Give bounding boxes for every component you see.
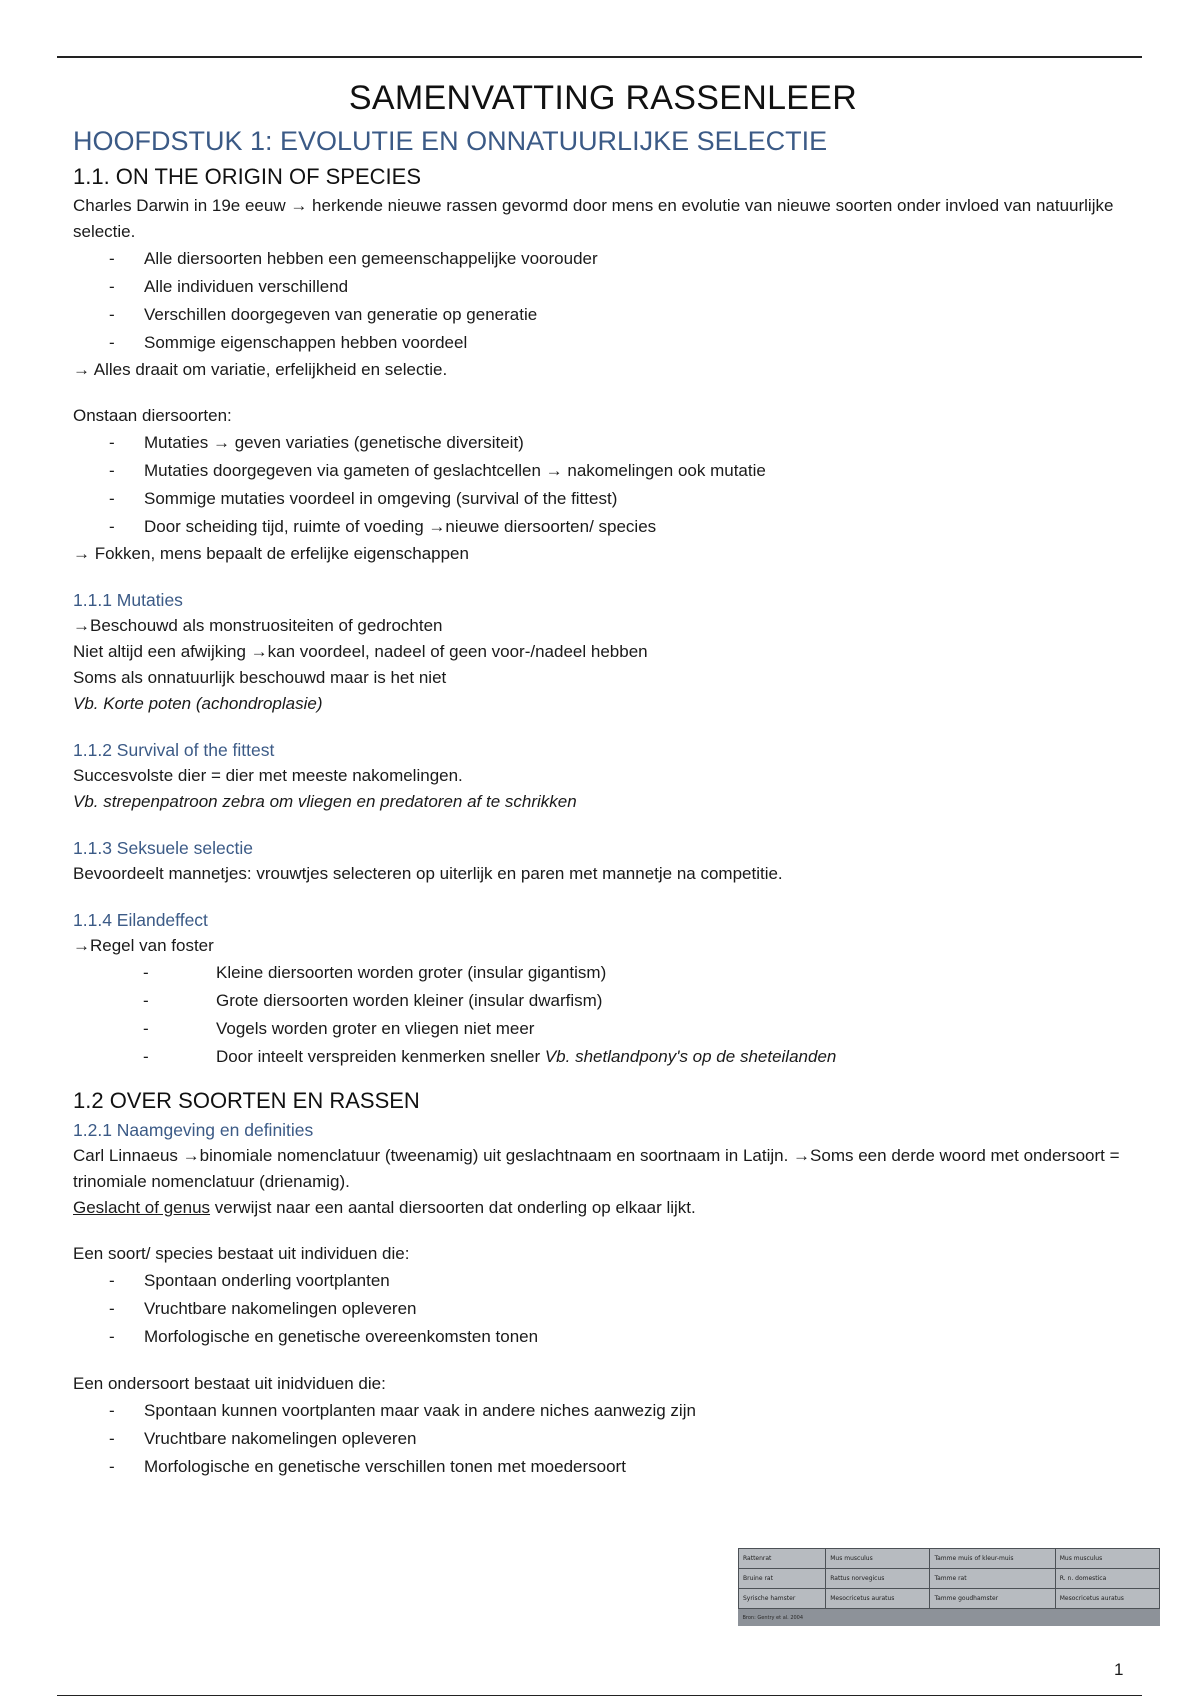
darwin-intro: Charles Darwin in 19e eeuw → herkende nieuwe rassen gevormd door mens en evolutie van nieuwe soorten onder invloed van natuurlijke selectie.: [73, 196, 1114, 241]
list-item: - Vogels worden groter en vliegen niet meer: [143, 1019, 535, 1038]
table-cell: R. n. domestica: [1055, 1569, 1159, 1589]
eilandeffect-intro: →Regel van foster: [73, 936, 214, 955]
mutaties-line: Niet altijd een afwijking →kan voordeel, nadeel of geen voor-/nadeel hebben: [73, 642, 648, 661]
list-item: - Door inteelt verspreiden kenmerken sneller Vb. shetlandpony's op de sheteilanden: [143, 1047, 837, 1066]
table-cell: Tamme goudhamster: [930, 1589, 1055, 1609]
document-title: SAMENVATTING RASSENLEER: [348, 79, 858, 117]
table-cell: Syrische hamster: [739, 1589, 826, 1609]
onstaan-label: Onstaan diersoorten:: [73, 406, 232, 425]
mutaties-example: Vb. Korte poten (achondroplasie): [73, 694, 323, 713]
list-item: - Vruchtbare nakomelingen opleveren: [109, 1429, 417, 1448]
list-item: - Verschillen doorgegeven van generatie op generatie: [109, 305, 538, 324]
list-item: - Alle diersoorten hebben een gemeenschappelijke voorouder: [109, 249, 598, 268]
list-item: - Door scheiding tijd, ruimte of voeding →nieuwe diersoorten/ species: [109, 517, 657, 536]
darwin-conclusion: → Alles draait om variatie, erfelijkheid en selectie.: [73, 360, 448, 379]
document-body: [73, 75, 1133, 1481]
subsection-heading-1-1-3: 1.1.3 Seksuele selectie: [73, 838, 253, 858]
subsection-heading-1-1-1: 1.1.1 Mutaties: [73, 590, 183, 610]
table-cell: Rattus norvegicus: [826, 1569, 930, 1589]
table-cell: Tamme rat: [930, 1569, 1055, 1589]
onstaan-points: [73, 429, 1133, 541]
subsection-heading-1-1-2: 1.1.2 Survival of the fittest: [73, 740, 275, 760]
ondersoort-points: [73, 1397, 1133, 1481]
ondersoort-label: Een ondersoort bestaat uit inidviduen die:: [73, 1374, 386, 1393]
soort-points: [73, 1267, 1133, 1351]
table-row: [739, 1589, 1160, 1609]
list-item: - Alle individuen verschillend: [109, 277, 349, 296]
list-item: - Vruchtbare nakomelingen opleveren: [109, 1299, 417, 1318]
table-cell: Mesocricetus auratus: [826, 1589, 930, 1609]
species-table-image: [738, 1548, 1160, 1626]
table-row: [739, 1569, 1160, 1589]
mutaties-line: →Beschouwd als monstruositeiten of gedrochten: [73, 616, 443, 635]
species-table: [738, 1548, 1160, 1626]
list-item: - Mutaties → geven variaties (genetische diversiteit): [109, 433, 524, 452]
table-source-row: [739, 1609, 1160, 1626]
darwin-points: [73, 245, 1133, 357]
table-cell: Bruine rat: [739, 1569, 826, 1589]
list-item: - Kleine diersoorten worden groter (insular gigantism): [143, 963, 607, 982]
table-cell: Mus musculus: [1055, 1549, 1159, 1569]
table-row: [739, 1549, 1160, 1569]
table-cell: Rattenrat: [739, 1549, 826, 1569]
section-heading-1-1: 1.1. ON THE ORIGIN OF SPECIES: [73, 164, 422, 189]
top-rule: [57, 56, 1142, 58]
linnaeus-intro: Carl Linnaeus →binomiale nomenclatuur (tweenamig) uit geslachtnaam en soortnaam in Latijn. →Soms een derde woord met ondersoort = trinomiale nomenclatuur (drienamig).: [73, 1146, 1120, 1191]
mutaties-line: Soms als onnatuurlijk beschouwd maar is het niet: [73, 668, 447, 687]
fokken-line: → Fokken, mens bepaalt de erfelijke eigenschappen: [73, 544, 469, 563]
subsection-heading-1-1-4: 1.1.4 Eilandeffect: [73, 910, 208, 930]
list-item: - Sommige eigenschappen hebben voordeel: [109, 333, 468, 352]
seksuele-line: Bevoordeelt mannetjes: vrouwtjes selecteren op uiterlijk en paren met mannetje na competitie.: [73, 864, 783, 883]
genus-line: Geslacht of genus verwijst naar een aantal diersoorten dat onderling op elkaar lijkt.: [73, 1198, 696, 1217]
list-item: - Spontaan onderling voortplanten: [109, 1271, 390, 1290]
list-item: - Grote diersoorten worden kleiner (insular dwarfism): [143, 991, 603, 1010]
table-cell: Tamme muis of kleur-muis: [930, 1549, 1055, 1569]
page-number: 1: [1114, 1660, 1124, 1679]
survival-example: Vb. strepenpatroon zebra om vliegen en predatoren af te schrikken: [73, 792, 577, 811]
soort-label: Een soort/ species bestaat uit individuen die:: [73, 1244, 410, 1263]
table-cell: Mus musculus: [826, 1549, 930, 1569]
table-cell: Mesocricetus auratus: [1055, 1589, 1159, 1609]
subsection-heading-1-2-1: 1.2.1 Naamgeving en definities: [73, 1120, 314, 1140]
eilandeffect-points: [73, 959, 1133, 1071]
chapter-heading: HOOFDSTUK 1: EVOLUTIE EN ONNATUURLIJKE SELECTIE: [73, 126, 828, 156]
list-item: - Mutaties doorgegeven via gameten of geslachtcellen → nakomelingen ook mutatie: [109, 461, 766, 480]
list-item: - Sommige mutaties voordeel in omgeving (survival of the fittest): [109, 489, 618, 508]
bottom-rule: [57, 1695, 1142, 1696]
section-heading-1-2: 1.2 OVER SOORTEN EN RASSEN: [73, 1088, 420, 1113]
list-item: - Morfologische en genetische overeenkomsten tonen: [109, 1327, 539, 1346]
survival-line: Succesvolste dier = dier met meeste nakomelingen.: [73, 766, 463, 785]
table-source: Bron: Gentry et al. 2004: [739, 1609, 1160, 1626]
list-item: - Spontaan kunnen voortplanten maar vaak in andere niches aanwezig zijn: [109, 1401, 696, 1420]
list-item: - Morfologische en genetische verschillen tonen met moedersoort: [109, 1457, 626, 1476]
